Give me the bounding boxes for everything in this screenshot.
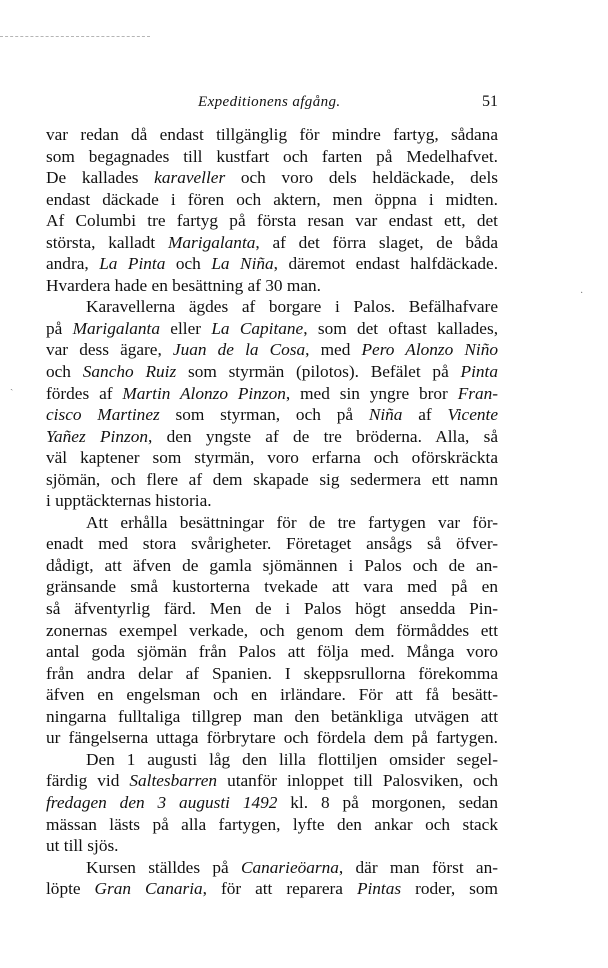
text-line xyxy=(46,576,498,598)
text-line xyxy=(46,426,498,448)
text-run: andra, xyxy=(46,254,100,274)
italic-name: La Capitane xyxy=(211,318,304,338)
text-run: zonernas exempel verkade, och genom dem förmåddes ett xyxy=(46,620,498,640)
text-line xyxy=(46,167,498,189)
italic-name: Marigalanta xyxy=(72,318,160,338)
text-line xyxy=(46,318,498,340)
italic-name: Martin Alonzo Pinzon xyxy=(122,383,286,403)
text-line xyxy=(46,770,498,792)
italic-name: Fran- xyxy=(457,383,499,403)
text-line xyxy=(46,727,498,749)
text-line xyxy=(46,878,498,900)
text-run: och voro dels heldäckade, dels xyxy=(225,168,498,188)
text-run: så äfventyrlig färd. Men de i Palos högt ansedda Pin- xyxy=(46,599,498,619)
top-edge-rule xyxy=(0,36,150,37)
text-run: var redan då endast tillgänglig för mindre fartyg, sådana xyxy=(46,125,498,144)
body-text xyxy=(46,124,498,900)
text-run: äfven en engelsman och en irländare. För att få besätt- xyxy=(46,685,498,705)
italic-name: Pero Alonzo Niño xyxy=(361,340,498,360)
text-run: antal goda sjömän från Palos att följa med. Många voro xyxy=(46,642,498,662)
text-line xyxy=(46,296,498,318)
text-run: fördes af xyxy=(46,383,123,403)
italic-name: Vicente xyxy=(447,405,498,425)
italic-name: Saltesbarren xyxy=(129,771,218,791)
italic-name: La Pinta xyxy=(99,254,166,274)
text-run: , för att reparera xyxy=(202,879,357,899)
text-line xyxy=(46,339,498,361)
text-line xyxy=(46,275,498,297)
text-run: dådigt, att äfven de gamla sjömännen i Palos och de an- xyxy=(46,555,498,575)
text-run: eller xyxy=(160,318,212,338)
text-line xyxy=(46,857,498,879)
text-line xyxy=(46,835,498,857)
text-run: ur fängelserna uttaga förbrytare och fördela dem på fartygen. xyxy=(46,728,498,748)
text-line xyxy=(46,383,498,405)
text-run: Hvardera hade en besättning af 30 man. xyxy=(46,275,321,295)
text-run: utanför inloppet till Palosviken, och xyxy=(217,771,498,791)
text-run: sjömän, och flere af dem skapade sig sedermera ett namn xyxy=(46,469,498,489)
italic-name: Yañez Pinzon xyxy=(46,426,149,446)
text-run: färdig vid xyxy=(46,771,130,791)
text-run: , med sin yngre bror xyxy=(285,383,458,403)
text-line xyxy=(46,814,498,836)
text-run: som styrmän (pilotos). Befälet på xyxy=(176,362,461,382)
text-line xyxy=(46,749,498,771)
text-run: Den 1 augusti låg den lilla flottiljen omsider segel- xyxy=(86,749,498,769)
text-run: , som det oftast kallades, xyxy=(303,318,499,338)
text-run: gränsande små kustorterna tvekade att vara med på en xyxy=(46,577,498,597)
text-run: största, kalladt xyxy=(46,232,169,252)
text-run: kl. 8 på morgonen, sedan xyxy=(277,792,498,812)
margin-mark-right: · xyxy=(580,288,584,299)
text-line xyxy=(46,490,498,512)
text-line xyxy=(46,210,498,232)
text-run: , af det förra slaget, de båda xyxy=(255,232,499,252)
italic-name: karaveller xyxy=(154,168,226,188)
text-run: Kursen ställdes på xyxy=(86,857,241,877)
text-run: enadt med stora svårigheter. Företaget ansågs så öfver- xyxy=(46,534,498,554)
text-run: Af Columbi tre fartyg på första resan var endast ett, det xyxy=(46,211,498,231)
italic-name: Pintas xyxy=(356,879,402,899)
italic-name: cisco Martinez xyxy=(46,405,160,425)
text-line xyxy=(46,598,498,620)
text-line xyxy=(46,469,498,491)
text-run: , däremot endast halfdäckade. xyxy=(273,254,499,274)
italic-name: Pinta xyxy=(460,362,498,382)
text-run: från andra delar af Spanien. I skeppsrullorna förekomma xyxy=(46,663,498,683)
text-run: Karavellerna ägdes af borgare i Palos. Befälhafvare xyxy=(86,297,498,317)
page-header xyxy=(46,94,498,116)
text-run: , med xyxy=(305,340,362,360)
text-run: Att erhålla besättningar för de tre fartygen var för- xyxy=(86,512,498,532)
running-title: Expeditionens afgång. xyxy=(198,94,341,110)
text-line xyxy=(46,447,498,469)
text-run: på xyxy=(46,318,73,338)
text-line xyxy=(46,189,498,211)
italic-name: Niña xyxy=(368,405,403,425)
text-run: och xyxy=(165,254,212,274)
text-run: var dess ägare, xyxy=(46,340,173,360)
text-run: som begagnades till kustfart och farten på Medelhafvet. xyxy=(46,146,498,166)
text-line xyxy=(46,663,498,685)
text-run: och xyxy=(46,362,83,382)
text-line xyxy=(46,792,498,814)
text-run: , där man först an- xyxy=(338,857,498,877)
margin-mark-left: ˏ xyxy=(10,380,14,391)
text-line xyxy=(46,253,498,275)
text-run: löpte xyxy=(46,879,95,899)
text-run: ningarna fulltaliga tillgrep man den betänkliga utvägen att xyxy=(46,706,498,726)
italic-name: Sancho Ruiz xyxy=(82,362,177,382)
text-line xyxy=(46,146,498,168)
text-run: som styrman, och på xyxy=(159,405,369,425)
text-line xyxy=(46,533,498,555)
text-run: mässan lästs på alla fartygen, lyfte den ankar och stack xyxy=(46,814,498,834)
text-line xyxy=(46,641,498,663)
text-run: af xyxy=(402,405,448,425)
text-run: De kallades xyxy=(46,168,155,188)
italic-name: Gran Canaria xyxy=(94,879,203,899)
text-line xyxy=(46,620,498,642)
text-line xyxy=(46,361,498,383)
italic-name: Juan de la Cosa xyxy=(172,340,306,360)
text-run: ut till sjös. xyxy=(46,836,119,856)
text-line xyxy=(46,124,498,146)
italic-name: Canarieöarna xyxy=(240,857,339,877)
text-line xyxy=(46,404,498,426)
text-line xyxy=(46,512,498,534)
text-run: endast däckade i fören och aktern, men öppna i midten. xyxy=(46,189,498,209)
text-line xyxy=(46,706,498,728)
italic-name: Marigalanta xyxy=(168,232,256,252)
text-run: , den yngste af de tre bröderna. Alla, så xyxy=(148,426,498,446)
text-line xyxy=(46,555,498,577)
text-run: i upptäckternas historia. xyxy=(46,491,212,511)
text-line xyxy=(46,232,498,254)
text-line xyxy=(46,684,498,706)
italic-name: La Niña xyxy=(211,254,274,274)
text-run: väl kaptener som styrmän, voro erfarna och oförskräckta xyxy=(46,448,498,468)
page-number: 51 xyxy=(482,93,498,110)
text-run: roder, som xyxy=(401,879,498,899)
italic-name: fredagen den 3 augusti 1492 xyxy=(46,792,278,812)
